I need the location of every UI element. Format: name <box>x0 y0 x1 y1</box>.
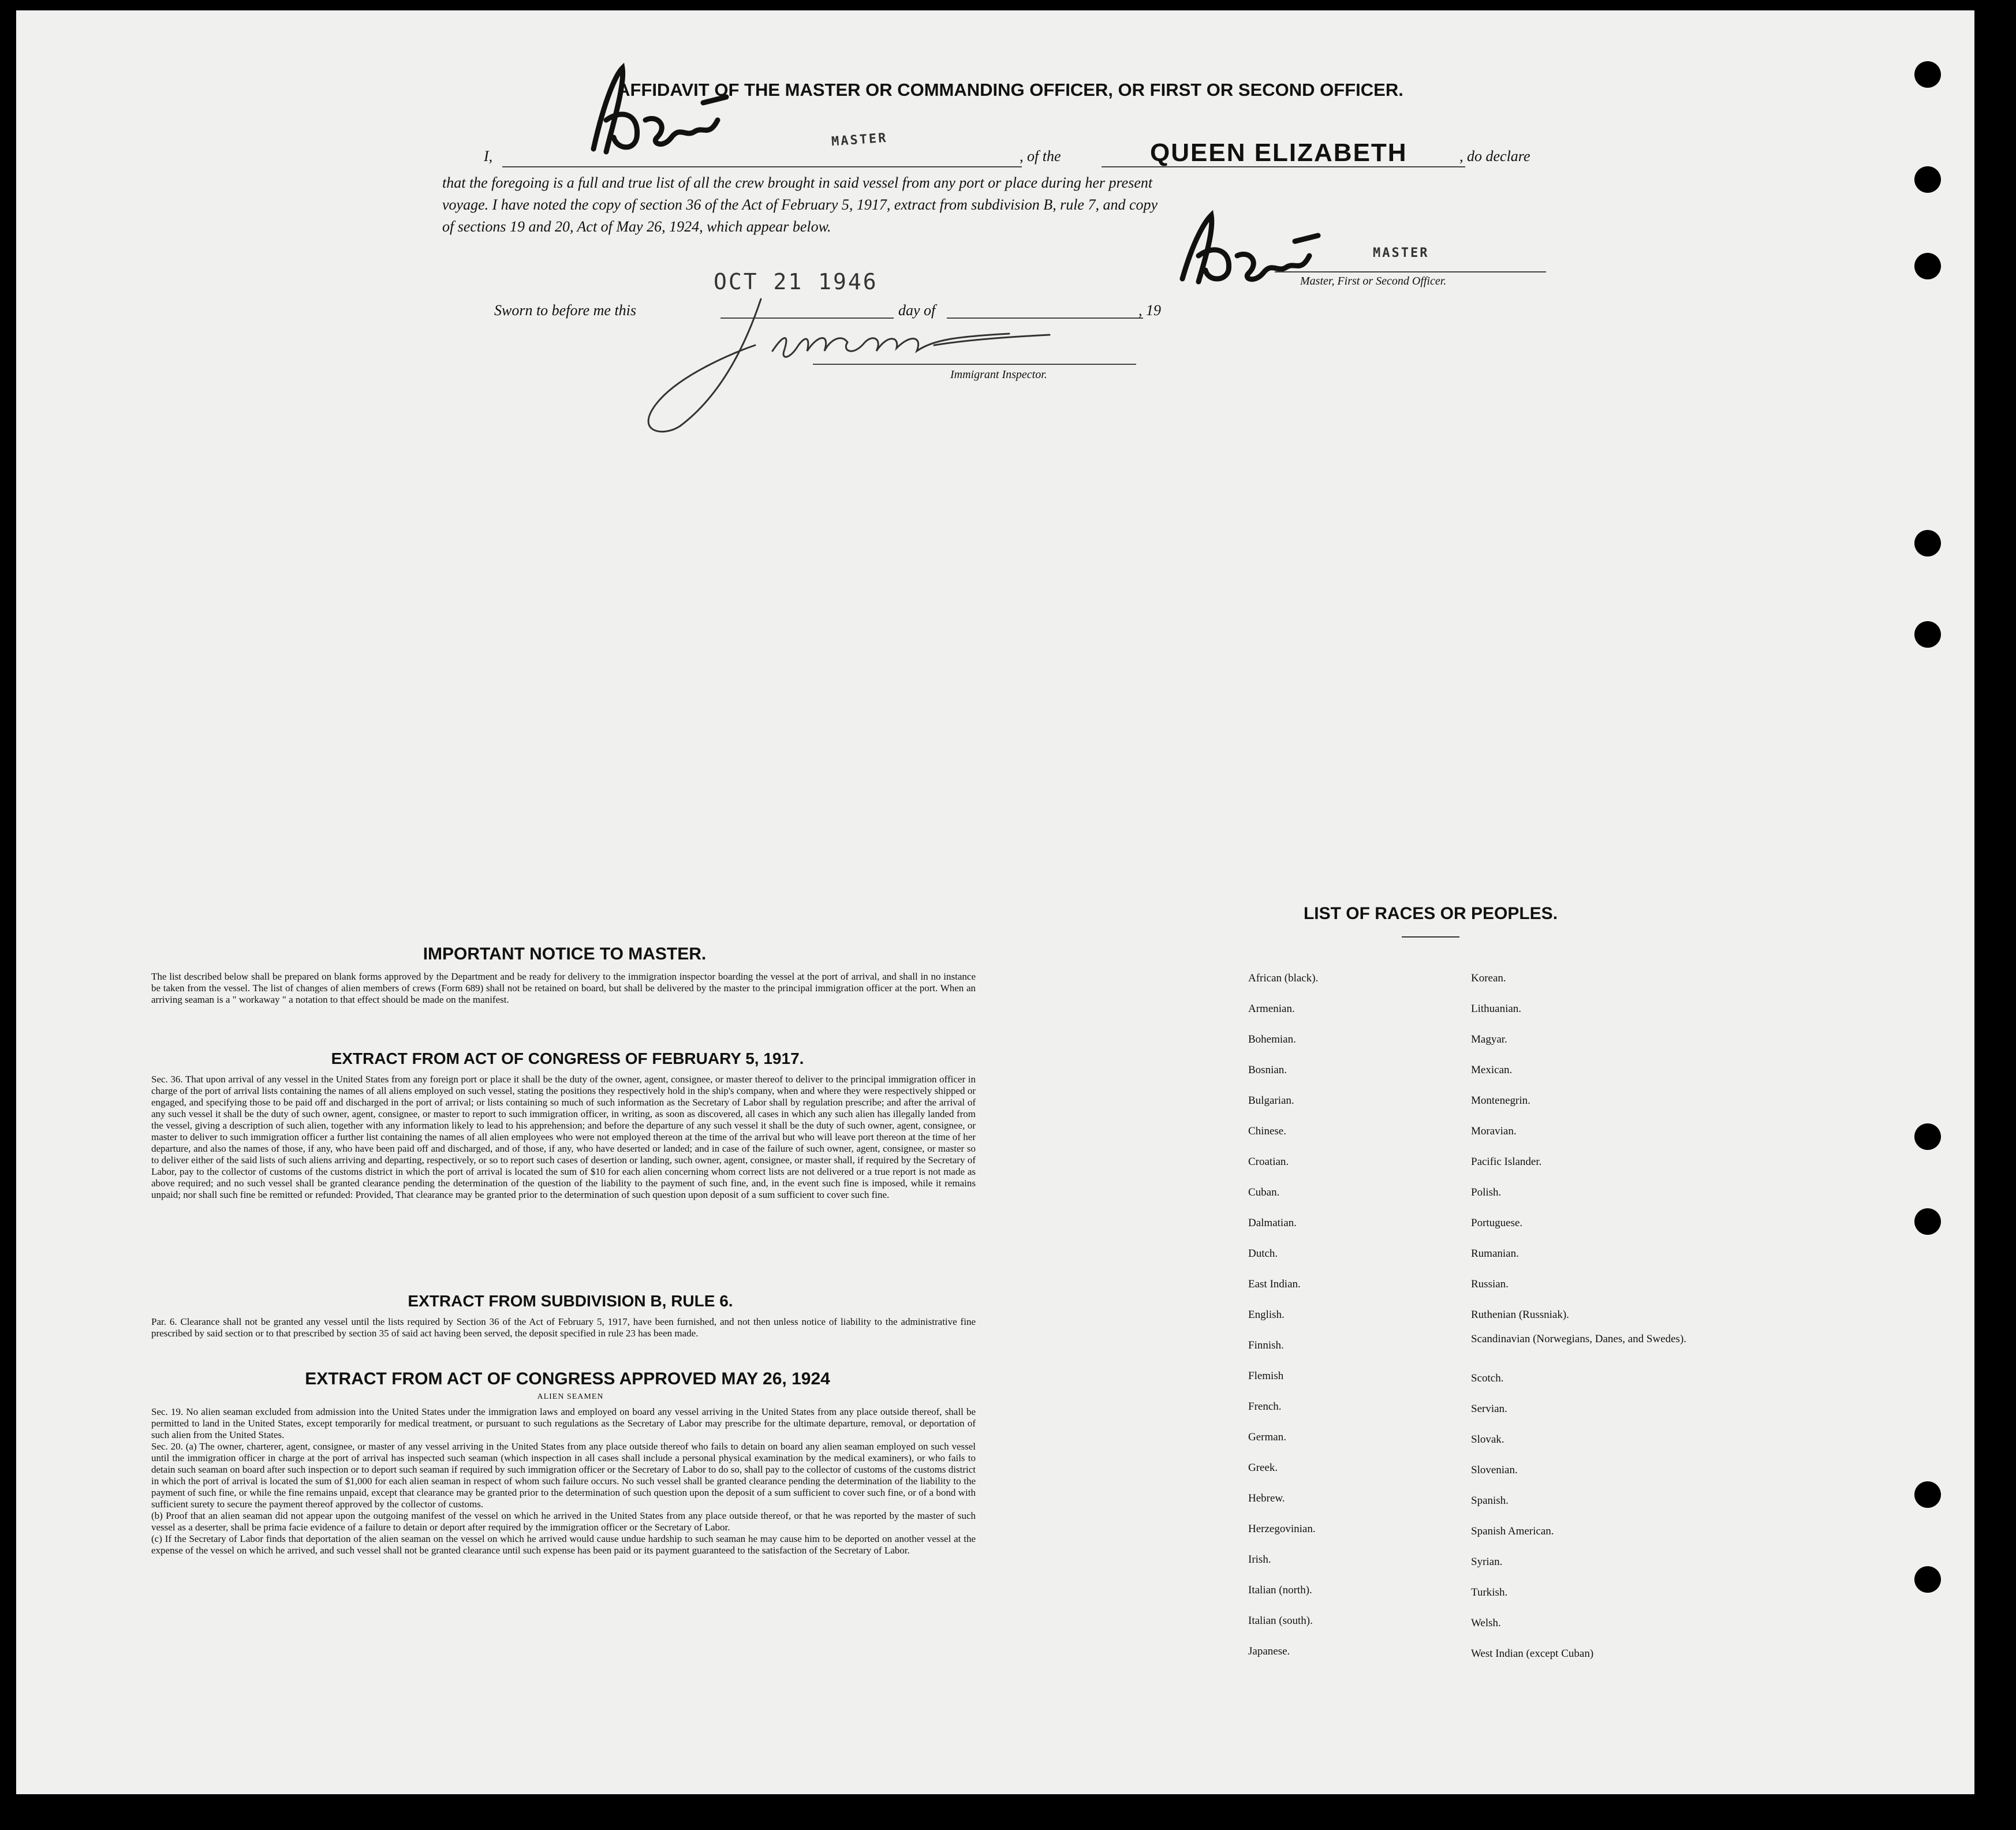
race-item: Korean. <box>1471 972 1506 984</box>
race-item: Montenegrin. <box>1471 1095 1530 1107</box>
officer-caption: Master, First or Second Officer. <box>1300 275 1447 287</box>
race-item: Scandinavian (Norwegians, Danes, and Swedes). <box>1471 1333 1687 1345</box>
race-item: Bulgarian. <box>1248 1095 1294 1107</box>
race-item: French. <box>1248 1400 1282 1413</box>
sworn-prefix: Sworn to before me this <box>494 302 637 319</box>
races-heading: LIST OF RACES OR PEOPLES. <box>1303 904 1558 923</box>
race-item: Syrian. <box>1471 1556 1503 1568</box>
race-item: Flemish <box>1248 1370 1284 1382</box>
race-item: Chinese. <box>1248 1125 1286 1137</box>
race-item: Bosnian. <box>1248 1064 1287 1076</box>
race-item: Japanese. <box>1248 1645 1290 1657</box>
punch-hole <box>1914 530 1941 557</box>
officer-signature-line <box>1275 271 1546 272</box>
race-item: Moravian. <box>1471 1125 1517 1137</box>
punch-hole <box>1914 1208 1941 1235</box>
race-item: Spanish American. <box>1471 1525 1554 1537</box>
affidavit-title: AFFIDAVIT OF THE MASTER OR COMMANDING OFFICER, OR FIRST OR SECOND OFFICER. <box>617 80 1403 100</box>
race-item: Finnish. <box>1248 1339 1284 1351</box>
section-20a-text: Sec. 20. (a) The owner, charterer, agent, consignee, or master of any vessel arriving in the United States from any place outside thereof who fails to detain on board any alien seaman employed on such vessel until the immigration officer in charge at the port of arrival has inspected such seaman (which inspection in all cases shall include a personal physical examination by the medical examiners), or who fails to detain such seaman on board after such inspection or to deport such seaman if required by such immigration officer or the Secretary of Labor to do so, shall pay to the collector of customs of the customs district in which the port of arrival is located the sum of $1,000 for each alien seaman in respect of whom such failure occurs. No such vessel shall be granted clearance pending the determination of the liability to the payment of such fine, or while the fine remains unpaid, except that clearance may be granted prior to the determination of such question upon the deposit of a sum sufficient to cover such fine, or of a bond with sufficient surety to secure the payment thereof approved by the collector of customs. <box>151 1441 976 1510</box>
punch-hole <box>1914 166 1941 193</box>
inspector-caption: Immigrant Inspector. <box>950 368 1047 381</box>
race-item: Ruthenian (Russniak). <box>1471 1309 1569 1321</box>
race-item: Servian. <box>1471 1403 1507 1415</box>
extract-1924-heading: EXTRACT FROM ACT OF CONGRESS APPROVED MAY 26, 1924 <box>305 1369 830 1388</box>
race-item: Herzegovinian. <box>1248 1523 1316 1535</box>
race-item: Lithuanian. <box>1471 1003 1522 1015</box>
day-of-text: day of <box>898 302 936 319</box>
race-item: English. <box>1248 1309 1285 1321</box>
race-item: African (black). <box>1248 972 1319 984</box>
race-item: Dutch. <box>1248 1248 1278 1260</box>
race-item: Greek. <box>1248 1462 1278 1474</box>
vessel-name: QUEEN ELIZABETH <box>1150 139 1408 167</box>
race-item: Slovenian. <box>1471 1464 1518 1476</box>
extract-1917-heading: EXTRACT FROM ACT OF CONGRESS OF FEBRUARY 5, 1917. <box>331 1050 804 1067</box>
notice-heading: IMPORTANT NOTICE TO MASTER. <box>423 944 707 963</box>
affidavit-body-line2: that the foregoing is a full and true list of all the crew brought in said vessel from any port or place during her present <box>442 174 1153 191</box>
race-item: Italian (north). <box>1248 1584 1312 1596</box>
extract-1924-body <box>151 1406 976 1556</box>
master-name-line <box>502 166 1022 167</box>
affidavit-body-line4: of sections 19 and 20, Act of May 26, 1924, which appear below. <box>442 218 831 235</box>
document-page <box>16 10 1974 1794</box>
race-item: Hebrew. <box>1248 1492 1285 1504</box>
race-item: Mexican. <box>1471 1064 1513 1076</box>
affidavit-body-line3: voyage. I have noted the copy of section 36 of the Act of February 5, 1917, extract from subdivision B, rule 7, and copy <box>442 196 1158 213</box>
race-item: Welsh. <box>1471 1617 1501 1629</box>
typed-master-label-2: MASTER <box>1373 246 1429 260</box>
subdivision-b-text: Par. 6. Clearance shall not be granted any vessel until the lists required by Section 36 of the Act of February 5, 1917, have been furnished, and not then unless notice of liability to the administrative fine prescribed by said section or to that prescribed by section 35 of said act having been served, the deposit specified in rule 23 has been made. <box>151 1316 976 1339</box>
extract-1917-text: Sec. 36. That upon arrival of any vessel in the United States from any foreign port or place it shall be the duty of the owner, agent, consignee, or master thereof to deliver to the principal immigration officer in charge of the port of arrival lists containing the names of all aliens employed on such vessel, stating the positions they respectively hold in the ship's company, when and where they were respectively shipped or engaged, and specifying those to be paid off and discharged in the port of arrival; or lists containing so much of such information as the Secretary of Labor shall by regulation prescribe; and after the arrival of any such vessel it shall be the duty of such owner, agent, consignee, or master to report to such immigration officer, in writing, as soon as discovered, all cases in which any such alien has illegally landed from the vessel, giving a description of such alien, together with any information likely to lead to his apprehension; and before the departure of any such vessel it shall be the duty of such owner, agent, consignee, or master to deliver to such immigration officer a further list containing the names of all alien employees who were not employed thereon at the time of the arrival but who will leave port thereon at the time of her departure, and also the names of those, if any, who have been paid off and discharged, and of those, if any, who have deserted or landed; and in case of the failure of such owner, agent, consignee, or master so to deliver either of the said lists of such aliens arriving and departing, respectively, or so to report such cases of desertion or landing, such owner, agent, consignee, or master shall, if required by the Secretary of Labor, pay to the collector of customs of the customs district in which the port of arrival is located the sum of $10 for each alien concerning whom correct lists are not delivered or a true report is not made as above required; and no such vessel shall be granted clearance pending the determination of the question of the liability to the payment of such fine, and, in the event such fine is imposed, while it remains unpaid; nor shall such fine be remitted or refunded: Provided, That clearance may be granted prior to the determination of such question upon deposit of a sum sufficient to cover such fine. <box>151 1074 976 1200</box>
race-item: Scotch. <box>1471 1372 1504 1384</box>
notice-text: The list described below shall be prepared on blank forms approved by the Department and be ready for delivery to the immigration inspector boarding the vessel at the port of arrival, and shall in no instance be taken from the vessel. The list of changes of alien members of crews (Form 689) shall not be retained on board, but shall be delivered by the master to the principal immigration officer at the port. When an arriving seaman is a " workaway " a notation to that effect should be made on the manifest. <box>151 971 976 1005</box>
year-prefix: , 19 <box>1138 302 1161 319</box>
race-item: Turkish. <box>1471 1586 1508 1599</box>
punch-hole <box>1914 621 1941 648</box>
race-item: Spanish. <box>1471 1495 1509 1507</box>
section-19-text: Sec. 19. No alien seaman excluded from admission into the United States under the immigration laws and employed on board any vessel arriving in the United States from any place outside thereof, shall be permitted to land in the United States, except temporarily for medical treatment, or pursuant to such regulations as the Secretary of Labor may prescribe for the ultimate departure, removal, or deportation of such alien from the United States. <box>151 1406 976 1440</box>
inspector-signature <box>611 287 1073 438</box>
of-the-text: , of the <box>1020 148 1061 165</box>
race-item: German. <box>1248 1431 1286 1443</box>
section-20b-text: (b) Proof that an alien seaman did not appear upon the outgoing manifest of the vessel on which he arrived in the United States from any place outside thereof, or that he was reported by the master of such vessel as a deserter, shall be prima facie evidence of a failure to detain or deport after required by the immigration officer or the Secretary of Labor. <box>151 1510 976 1533</box>
extract-1924-subheading: ALIEN SEAMEN <box>537 1392 604 1401</box>
race-item: Slovak. <box>1471 1433 1504 1446</box>
master-signature-top <box>570 51 744 166</box>
races-right-column <box>1471 963 1690 1669</box>
race-item: Rumanian. <box>1471 1248 1519 1260</box>
race-item: Croatian. <box>1248 1156 1289 1168</box>
races-left-column <box>1248 963 1444 1667</box>
punch-hole <box>1914 61 1941 88</box>
subdivision-b-heading: EXTRACT FROM SUBDIVISION B, RULE 6. <box>408 1292 733 1310</box>
race-item: Bohemian. <box>1248 1033 1296 1045</box>
punch-hole <box>1914 1481 1941 1508</box>
date-stamp: OCT 21 1946 <box>714 269 878 294</box>
punch-hole <box>1914 1566 1941 1593</box>
race-item: Cuban. <box>1248 1186 1280 1198</box>
declare-text: , do declare <box>1459 148 1530 165</box>
inspector-line <box>813 364 1136 365</box>
section-20c-text: (c) If the Secretary of Labor finds that deportation of the alien seaman on the vessel on which he arrived would cause undue hardship to such seaman he may cause him to be deported on another vessel at the expense of the vessel on which he arrived, and such vessel shall not be granted clearance until such expense has been paid or its payment guaranteed to the satisfaction of the Secretary of Labor. <box>151 1533 976 1556</box>
race-item: Pacific Islander. <box>1471 1156 1542 1168</box>
race-item: Magyar. <box>1471 1033 1507 1045</box>
typed-master-label: MASTER <box>831 130 888 150</box>
race-item: Polish. <box>1471 1186 1502 1198</box>
race-item: East Indian. <box>1248 1278 1301 1290</box>
races-heading-rule <box>1402 936 1459 938</box>
race-item: Russian. <box>1471 1278 1509 1290</box>
race-item: West Indian (except Cuban) <box>1471 1648 1594 1660</box>
race-item: Dalmatian. <box>1248 1217 1297 1229</box>
race-item: Portuguese. <box>1471 1217 1523 1229</box>
punch-hole <box>1914 1123 1941 1150</box>
race-item: Irish. <box>1248 1553 1271 1566</box>
punch-hole <box>1914 253 1941 279</box>
race-item: Italian (south). <box>1248 1615 1313 1627</box>
affidavit-line1-prefix: I, <box>484 148 493 165</box>
race-item: Armenian. <box>1248 1003 1295 1015</box>
